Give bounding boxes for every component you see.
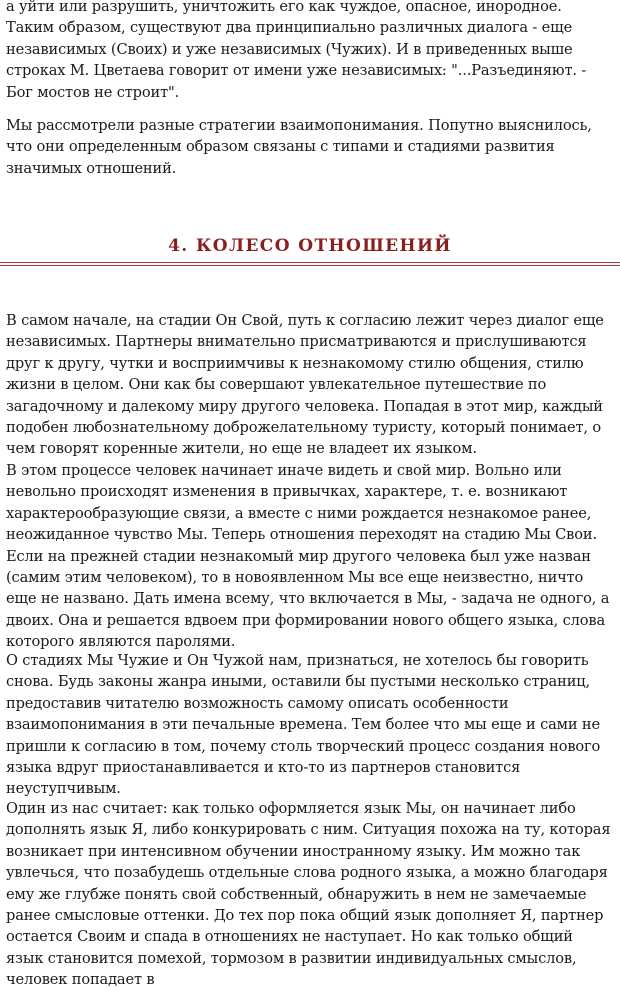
section-heading: 4. КОЛЕСО ОТНОШЕНИЙ	[168, 236, 452, 256]
paragraph-4: В этом процессе человек начинает иначе видеть и свой мир. Вольно или невольно происходят изменения в привычках, характере, т. е. возникают характерообразующие связи, а вместе с ними рождается незнакомое ранее, неожиданное чувство Мы. Теперь отношения переходят на стадию Мы Свои. Если на прежней стадии незнакомый мир другого человека был уже назван (самим этим человеком), то в новоявленном Мы все еще неизвестно, ничто еще не названо. Дать имена всему, что включается в Мы, - задача не одного, а двоих. Она и решается вдвоем при формировании нового общего языка, слова которого являются паролями.	[6, 462, 610, 651]
paragraph-2: Мы рассмотрели разные стратегии взаимопонимания. Попутно выяснилось, что они определенным образом связаны с типами и стадиями развития значимых отношений.	[6, 117, 592, 177]
paragraph-1: а уйти или разрушить, уничтожить его как чуждое, опасное, инородное. Таким образом, существуют два принципиально различных диалога - еще независимых (Своих) и уже независимых (Чужих). И в приведенных выше строках М. Цветаева говорит от имени уже независимых: "...Разъединяют. - Бог мостов не строит".	[6, 0, 587, 101]
paragraph-3: В самом начале, на стадии Он Свой, путь к согласию лежит через диалог еще независимых. Партнеры внимательно присматриваются и прислушиваются друг к другу, чутки и восприимчивы к незнакомому стилю общения, стилю жизни в целом. Они как бы совершают увлекательное путешествие по загадочному и далекому миру другого человека. Попадая в этот мир, каждый подобен любознательному доброжелательному туристу, который понимает, о чем говорят коренные жители, но еще не владеет их языком.	[6, 312, 604, 458]
paragraph-5: О стадиях Мы Чужие и Он Чужой нам, признаться, не хотелось бы говорить снова. Будь законы жанра иными, оставили бы пустыми несколько страниц, предоставив читателю возможность самому описать особенности взаимопонимания в эти печальные времена. Тем более что мы еще и сами не пришли к согласию в том, почему столь творческий процесс создания нового языка вдруг приостанавливается и кто-то из партнеров становится неуступчивым.	[6, 652, 601, 798]
heading-rule-top	[0, 262, 620, 263]
heading-rule-bottom	[0, 265, 620, 266]
paragraph-6: Один из нас считает: как только оформляется язык Мы, он начинает либо дополнять язык Я, либо конкурировать с ним. Ситуация похожа на ту, которая возникает при интенсивном обучении иностранному языку. Им можно так увлечься, что позабудешь отдельные слова родного языка, а можно благодаря ему же глубже понять свой собственный, обнаружить в нем не замечаемые ранее смысловые оттенки. До тех пор пока общий язык дополняет Я, партнер остается Своим и спада в отношениях не наступает. Но как только общий язык становится помехой, тормозом в развитии индивидуальных смыслов, человек попадает в	[6, 800, 611, 989]
